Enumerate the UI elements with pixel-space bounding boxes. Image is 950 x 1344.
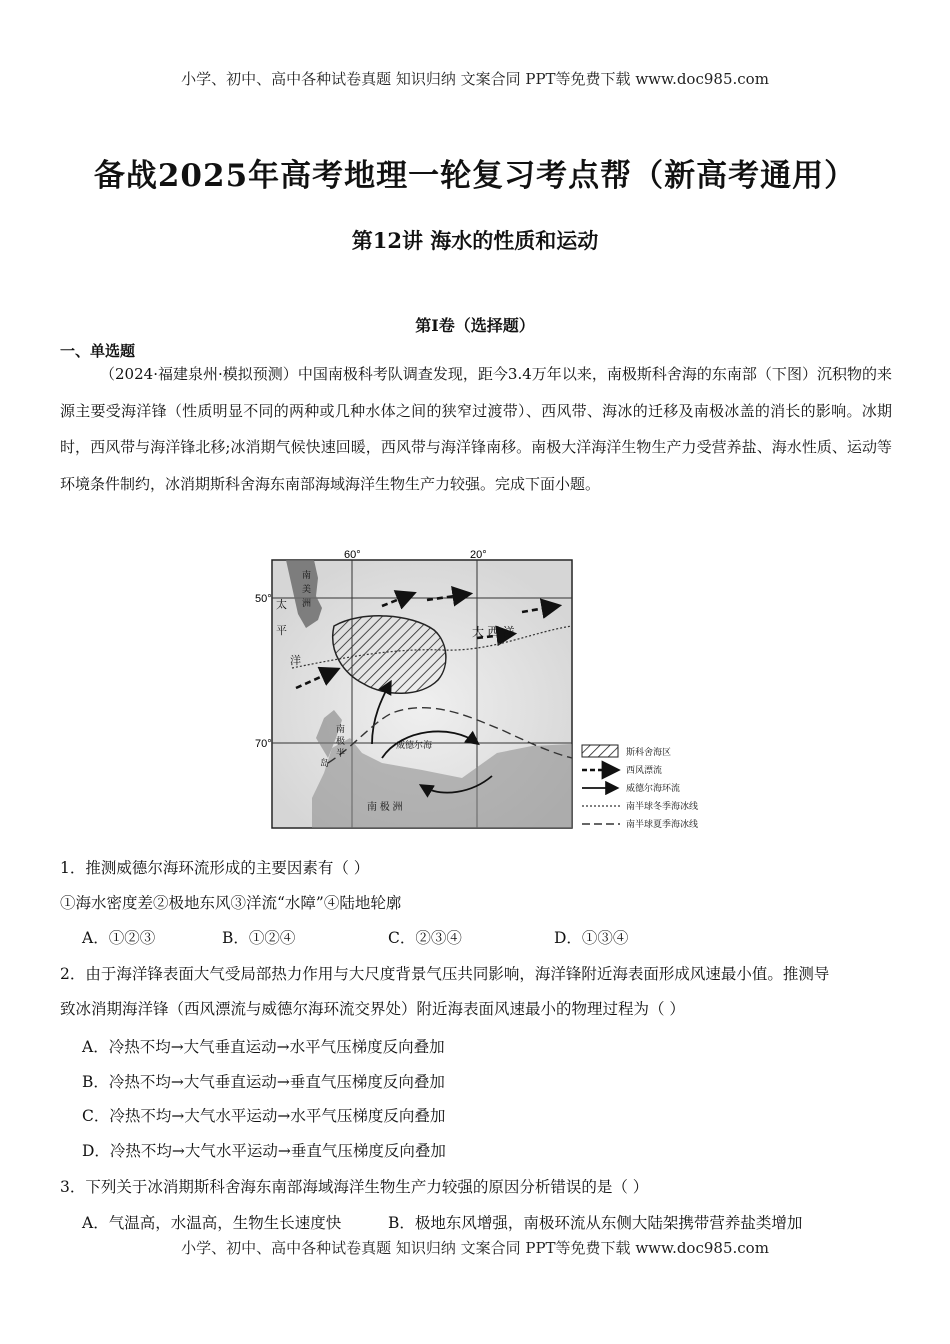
peninsula-label-3: 半: [336, 748, 346, 758]
q1-stem: 1．推测威德尔海环流形成的主要因素有（ ）: [60, 859, 370, 877]
peninsula-label-4: 岛: [320, 758, 330, 768]
lon-label-60: 60°: [344, 549, 361, 561]
q2-option-a: A．冷热不均→大气垂直运动→水平气压梯度反向叠加: [82, 1038, 445, 1056]
volume-heading: 第I卷（选择题）: [415, 316, 535, 335]
lat-label-50: 50°: [255, 593, 272, 605]
atlantic-label: 大 西 洋: [472, 625, 515, 639]
q2-stem-line2: 致冰消期海洋锋（西风漂流与威德尔海环流交界处）附近海表面风速最小的物理过程为（ ）: [60, 1000, 685, 1018]
q2-option-d: D．冷热不均→大气水平运动→垂直气压梯度反向叠加: [82, 1142, 446, 1160]
antarctica-label: 南 极 洲: [367, 802, 403, 813]
pacific-label-3: 洋: [290, 655, 301, 667]
peninsula-label-1: 南: [336, 724, 346, 734]
lon-label-20: 20°: [470, 549, 487, 561]
page-header: 小学、初中、高中各种试卷真题 知识归纳 文案合同 PPT等免费下载 www.doc985.com: [181, 70, 769, 88]
legend-item-scotia: 斯科舍海区: [626, 747, 672, 757]
q2-option-c: C．冷热不均→大气水平运动→水平气压梯度反向叠加: [82, 1107, 446, 1125]
q3-option-a: A．气温高，水温高，生物生长速度快: [82, 1214, 342, 1232]
lecture-subtitle: 第12讲 海水的性质和运动: [351, 228, 599, 253]
document-title: 备战2025年高考地理一轮复习考点帮（新高考通用）: [93, 158, 857, 194]
q2-stem-line1: 2．由于海洋锋表面大气受局部热力作用与大尺度背景气压共同影响，海洋锋附近海表面形成风速最小值。推测导: [60, 965, 830, 983]
south-america-label-3: 洲: [302, 598, 312, 608]
south-america-label-2: 美: [302, 584, 312, 594]
peninsula-label-2: 极: [336, 736, 346, 746]
pacific-label-2: 平: [276, 625, 287, 637]
legend-item-westwind: 西风漂流: [626, 765, 663, 775]
q1-option-d: D．①③④: [554, 929, 629, 947]
scotia-sea-map: [255, 548, 712, 830]
q3-stem: 3．下列关于冰消期斯科舍海东南部海域海洋生物生产力较强的原因分析错误的是（ ）: [60, 1178, 649, 1196]
q1-option-a: A．①②③: [82, 929, 156, 947]
q3-option-b: B．极地东风增强，南极环流从东侧大陆架携带营养盐类增加: [388, 1214, 803, 1232]
lat-label-70: 70°: [255, 738, 272, 750]
passage-text: （2024·福建泉州·模拟预测）中国南极科考队调查发现，距今3.4万年以来，南极斯科舍海的东南部（下图）沉积物的来源主要受海洋锋（性质明显不同的两种或几种水体之间的狭窄过渡带）、西风带、海冰的迁移及南极冰盖的消长的影响。冰期时，西风带与海洋锋北移;冰消期气候快速回暖，西风带与海洋锋南移。南极大洋海洋生物生产力受营养盐、海水性质、运动等环境条件制约，冰消期斯科舍海东南部海域海洋生物生产力较强。完成下面小题。: [60, 365, 892, 493]
section-heading: 一、单选题: [60, 342, 136, 360]
passage: [60, 356, 892, 502]
q1-option-b: B．①②④: [222, 929, 296, 947]
pacific-label-1: 太: [276, 599, 287, 611]
page-footer: 小学、初中、高中各种试卷真题 知识归纳 文案合同 PPT等免费下载 www.doc985.com: [181, 1239, 769, 1257]
q2-option-b: B．冷热不均→大气垂直运动→垂直气压梯度反向叠加: [82, 1073, 445, 1091]
south-america-label-1: 南: [302, 570, 312, 580]
q1-option-c: C．②③④: [388, 929, 462, 947]
weddell-label: 威德尔海: [396, 740, 433, 750]
legend-item-winter-ice: 南半球冬季海冰线: [626, 801, 699, 811]
legend-item-weddell: 威德尔海环流: [626, 783, 681, 793]
q1-items: ①海水密度差②极地东风③洋流“水障”④陆地轮廓: [60, 894, 402, 912]
legend-hatch-swatch: [582, 745, 618, 757]
legend-item-summer-ice: 南半球夏季海冰线: [626, 819, 699, 829]
